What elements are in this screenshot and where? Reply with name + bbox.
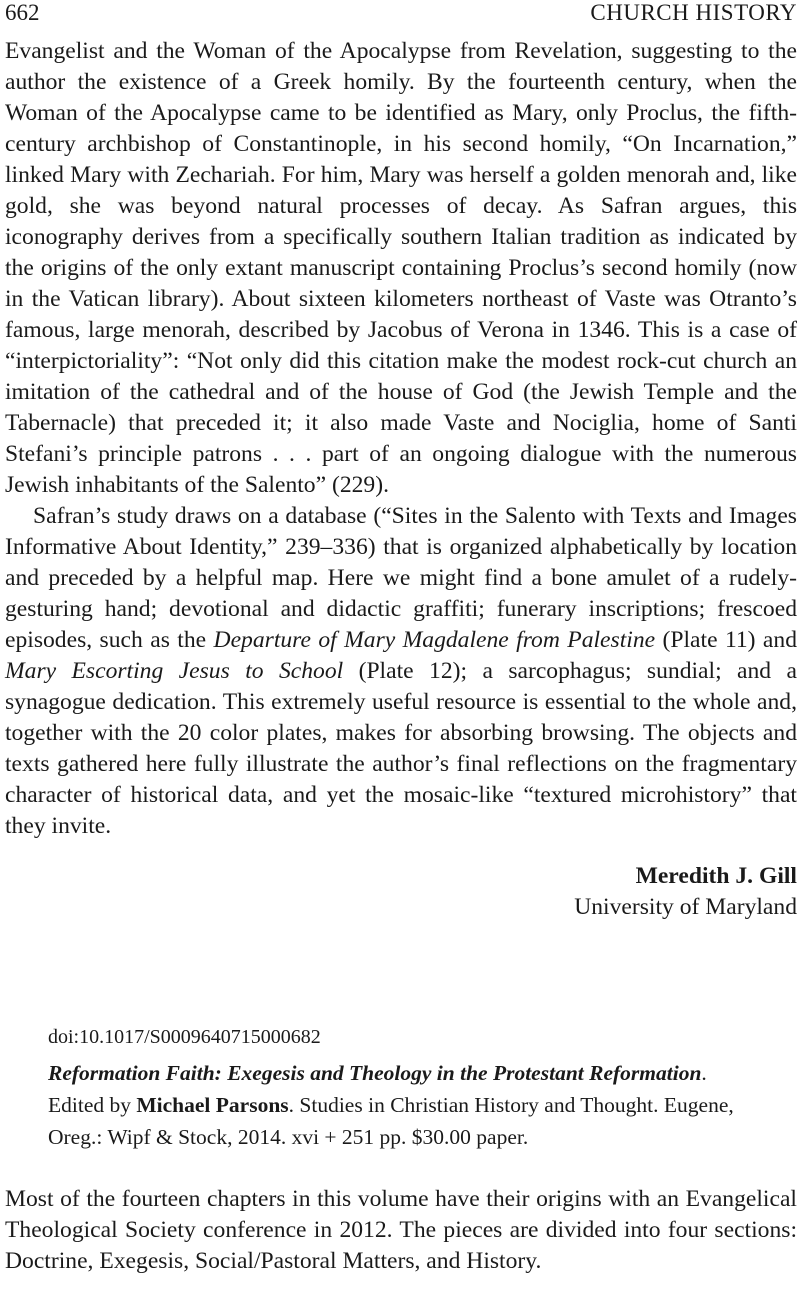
review-paragraph-1: Most of the fourteen chapters in this volume have their origins with an Evangelical Theological Society conference in 2012. The pieces are divided into four sections: Doctrine, Exegesis, Social/Pastoral Matters, and History. [5,1186,797,1274]
book-title: Reformation Faith: Exegesis and Theology in the Protestant Reformation [48,1061,702,1085]
reviewer-affiliation: University of Maryland [574,894,797,920]
book-citation [48,1021,760,1153]
reviewer-signature [5,861,797,923]
running-header [5,0,797,36]
running-head-title: CHURCH HISTORY [590,0,797,25]
paragraph-2-text-a: Safran’s study draws on a database (“Sites in the Salento with Texts and Images Informative About Identity,” 239–336) that is organized alphabetically by location and preceded by a helpful map. Here we might find a bone amulet of a rudely-gesturing hand; devotional and didactic graffiti; funerary inscriptions; frescoed episodes, such as the [5,503,797,653]
doi: doi:10.1017/S0009640715000682 [48,1026,321,1048]
page [5,0,797,1277]
artwork-title-escorting: Mary Escorting Jesus to School [5,658,344,684]
artwork-title-departure: Departure of Mary Magdalene from Palestine [213,627,656,653]
paragraph-2-text-e: (Plate 12); a sarcophagus; sundial; and a synagogue dedication. This extremely useful resource is essential to the whole and, together with the 20 color plates, makes for absorbing browsing. The objects and texts gathered here fully illustrate the author’s final reflections on the fragmentary character of historical data, and yet the mosaic-like “textured microhistory” that they invite. [5,658,797,839]
paragraph-2-text-c: (Plate 11) and [655,627,797,653]
paragraph-2 [5,501,797,842]
publication-details: . Studies in Christian History and Thought. Eugene, Oreg.: Wipf & Stock, 2014. xvi + 251 pp. $30.00 paper. [48,1093,734,1149]
review-continuation [5,36,797,842]
edited-by-label: . Edited by [48,1061,707,1117]
reviewer-name: Meredith J. Gill [635,863,797,889]
paragraph-1: Evangelist and the Woman of the Apocalypse from Revelation, suggesting to the author the existence of a Greek homily. By the fourteenth century, when the Woman of the Apocalypse came to be identified as Mary, only Proclus, the fifth-century archbishop of Constantinople, in his second homily, “On Incarnation,” linked Mary with Zechariah. For him, Mary was herself a golden menorah and, like gold, she was beyond natural processes of decay. As Safran argues, this iconography derives from a specifically southern Italian tradition as indicated by the origins of the only extant manuscript containing Proclus’s second homily (now in the Vatican library). About sixteen kilometers northeast of Vaste was Otranto’s famous, large menorah, described by Jacobus of Verona in 1346. This is a case of “interpictoriality”: “Not only did this citation make the modest rock-cut church an imitation of the cathedral and of the house of God (the Jewish Temple and the Tabernacle) that preceded it; it also made Vaste and Nociglia, home of Santi Stefani’s principle patrons . . . part of an ongoing dialogue with the numerous Jewish inhabitants of the Salento” (229). [5,38,797,498]
page-number: 662 [5,0,40,25]
review-body [5,1184,797,1277]
editor-name: Michael Parsons [136,1093,289,1117]
citation-text [48,1057,760,1153]
